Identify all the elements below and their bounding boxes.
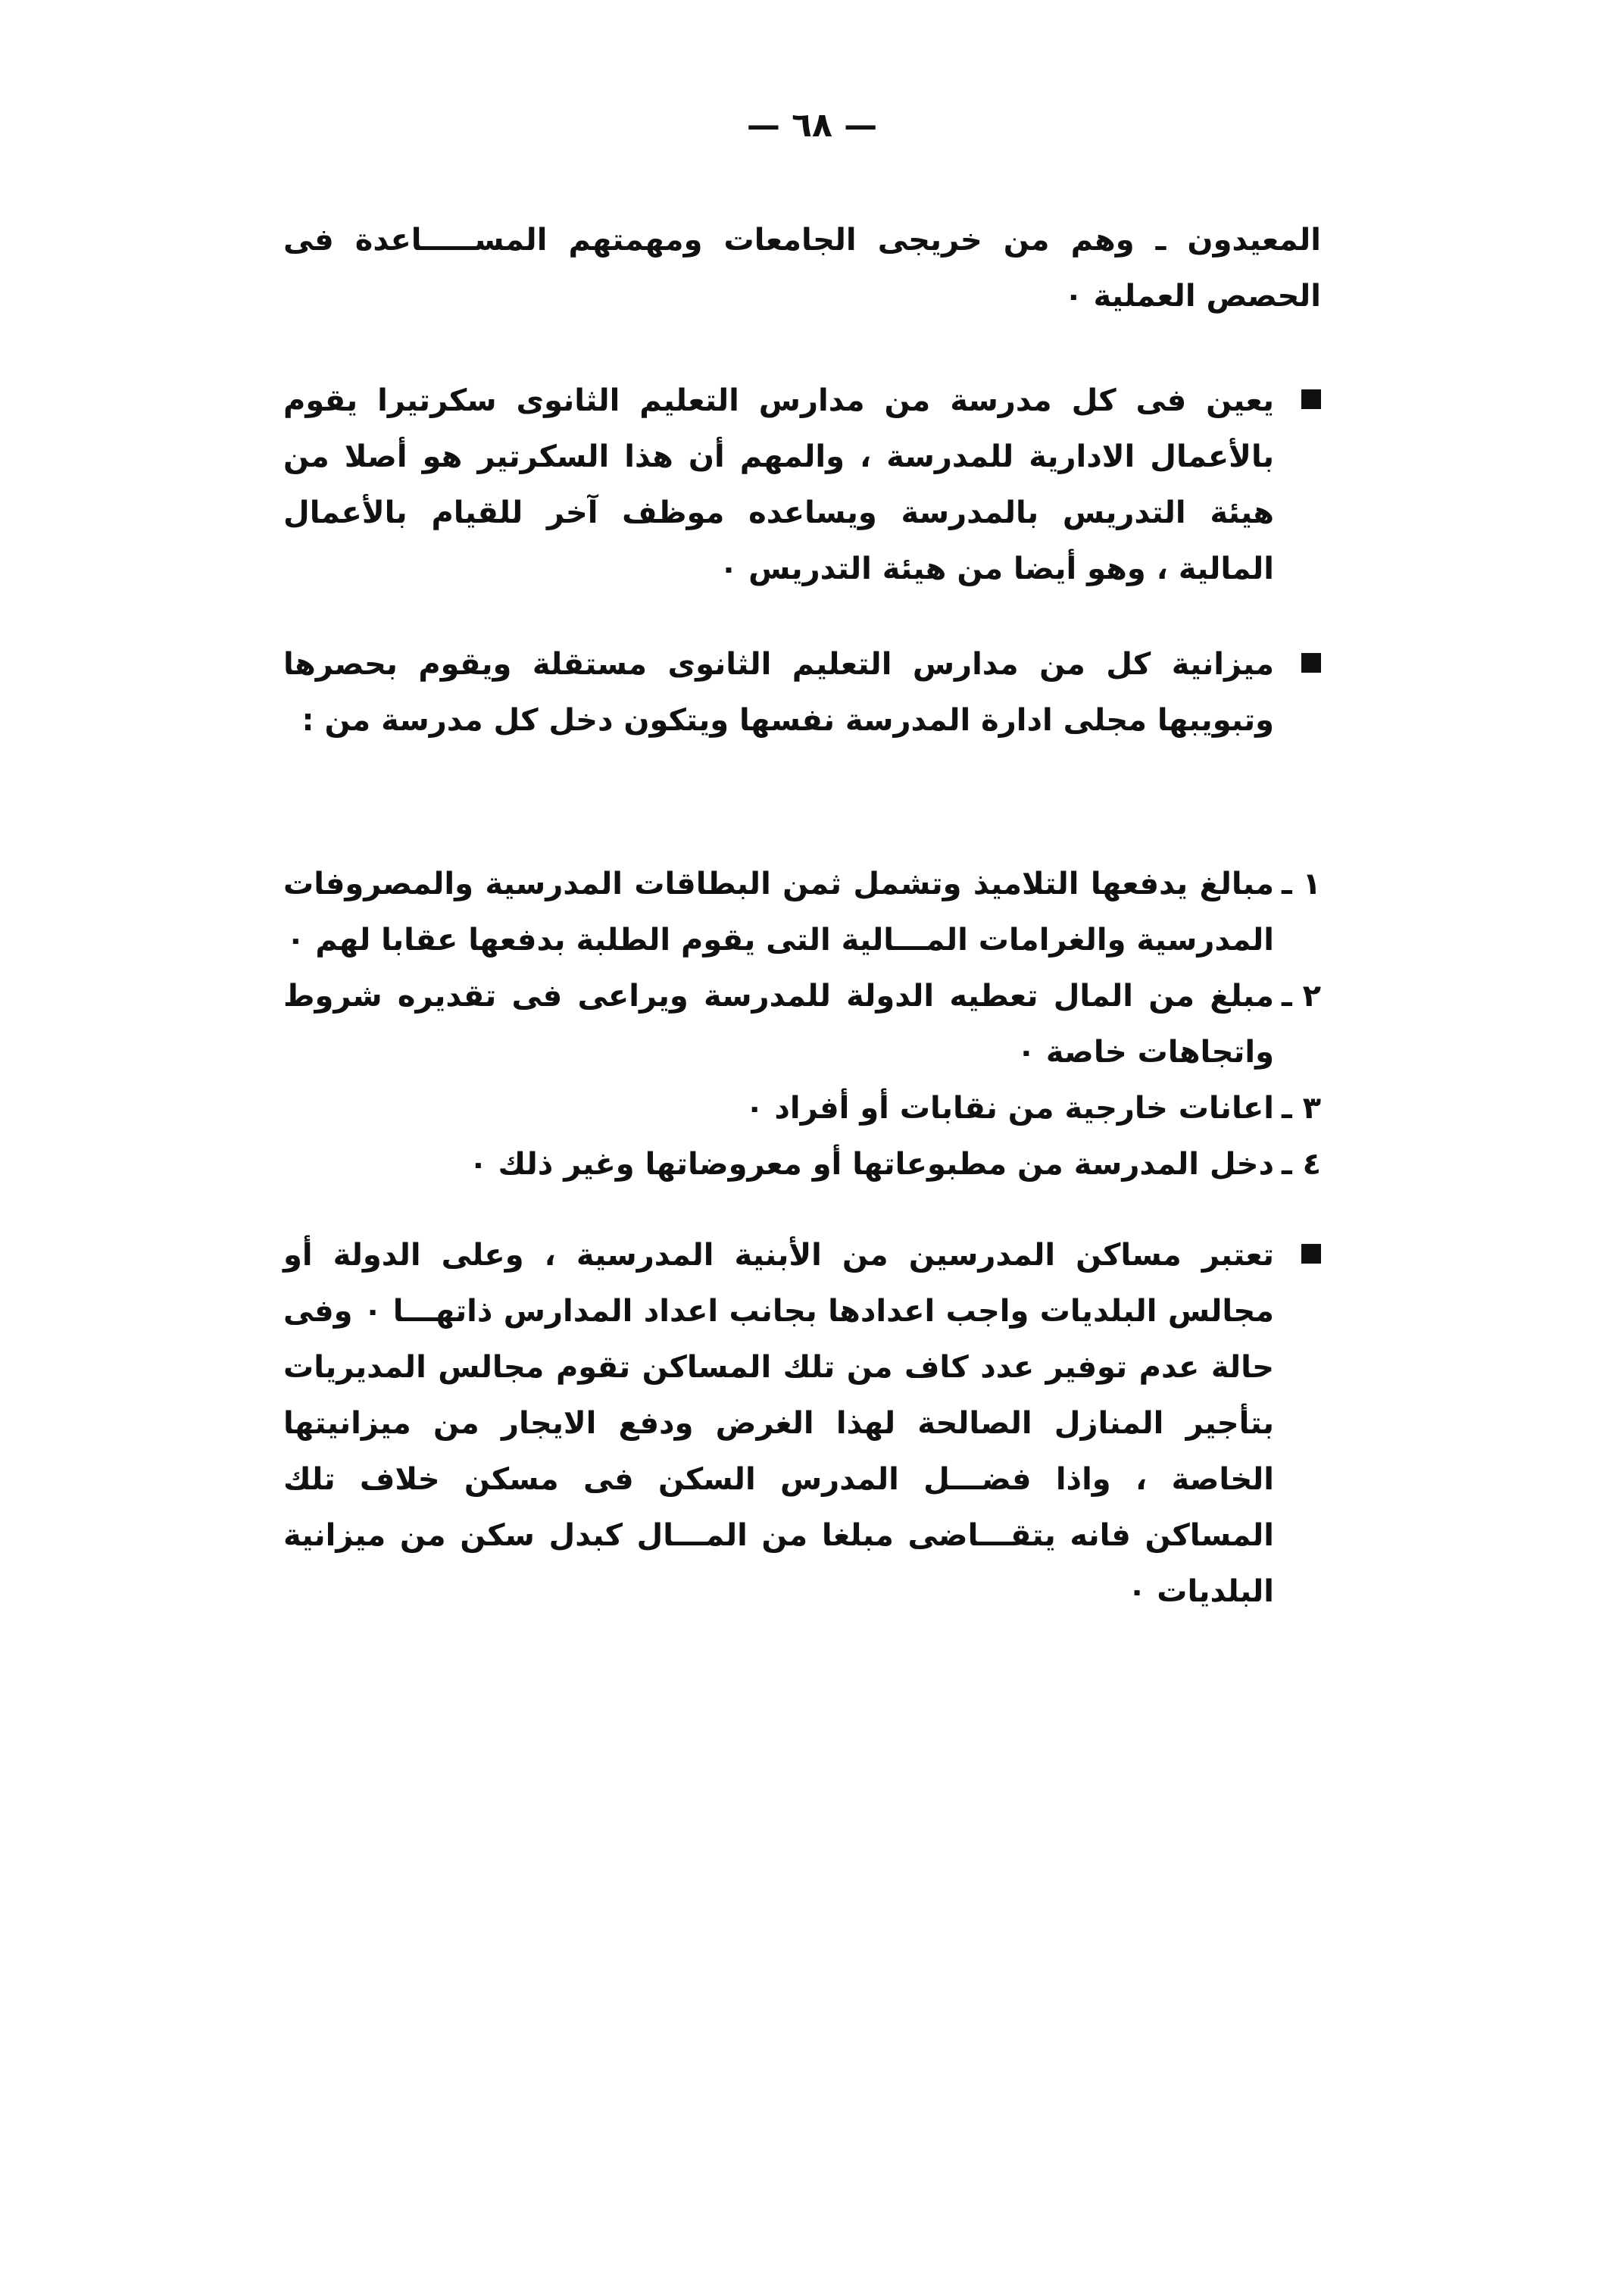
list-item-number: ١ ـ: [1281, 867, 1321, 901]
list-item: [283, 856, 1321, 968]
section-body: فى كل مدرسة من مدارس التعليم الثانوى سكرتيرا يقوم بالأعمال الادارية للمدرسة ، والمهم أن هذا السكرتير هو أصلا من هيئة التدريس بالمدرسة ويساعده موظف آخر للقيام بالأعمال المالية ، وهو أيضا من هيئة التدريس ٠: [283, 383, 1274, 586]
list-item: [283, 1080, 1321, 1136]
section-body: مساكن المدرسين من الأبنية المدرسية ، وعلى الدولة أو مجالس البلديات واجب اعدادها بجانب اعداد المدارس ذاتهـــا ٠ وفى حالة عدم توفير عدد كاف من تلك المساكن تقوم مجالس المديريات بتأجير المنازل الصالحة لهذا الغرض ودفع الايجار من ميزانيتها الخاصة ، واذا فضـــل المدرس السكن فى مسكن خلاف تلك المساكن فانه يتقـــاضى مبلغا من المـــال كبدل سكن من ميزانية البلديات ٠: [283, 1238, 1274, 1609]
section-housing-text: [283, 1227, 1274, 1620]
section-housing: [283, 1227, 1321, 1620]
list-item: [283, 1136, 1321, 1192]
square-bullet-icon: [1301, 389, 1321, 409]
section-budget: [283, 636, 1321, 748]
list-item: [283, 968, 1321, 1080]
list-item-text: دخل المدرسة من مطبوعاتها أو معروضاتها وغير ذلك ٠: [469, 1147, 1274, 1182]
section-lead-word: تعتبر: [1201, 1238, 1274, 1273]
list-item-number: ٤ ـ: [1281, 1147, 1321, 1182]
intro-paragraph: المعيدون ـ وهم من خريجى الجامعات ومهمتهم المســـــاعدة فى الحصص العملية ٠: [283, 223, 1321, 314]
list-item-text: اعانات خارجية من نقابات أو أفراد ٠: [745, 1091, 1274, 1126]
list-item-text: مبلغ من المال تعطيه الدولة للمدرسة ويراعى فى تقديره شروط واتجاهات خاصة ٠: [283, 979, 1274, 1070]
list-item-number: ٣ ـ: [1281, 1091, 1321, 1126]
page-number: — ٦٨ —: [746, 106, 878, 145]
list-item-number: ٢ ـ: [1281, 979, 1321, 1014]
section-secretary-text: [283, 373, 1274, 597]
square-bullet-icon: [1301, 653, 1321, 673]
section-budget-text: [283, 636, 1274, 748]
square-bullet-icon: [1301, 1244, 1321, 1264]
income-list: [283, 856, 1321, 1192]
section-lead-word: ميزانية: [1171, 647, 1274, 682]
list-item-text: مبالغ يدفعها التلاميذ وتشمل ثمن البطاقات المدرسية والمصروفات المدرسية والغرامات المـــالية التى يقوم الطلبة بدفعها عقابا لهم ٠: [283, 867, 1274, 958]
section-body: كل من مدارس التعليم الثانوى مستقلة ويقوم بحصرها وتبويبها مجلى ادارة المدرسة نفسها ويتكون دخل كل مدرسة من :: [283, 647, 1274, 738]
section-secretary: [283, 373, 1321, 597]
section-lead-word: يعين: [1206, 383, 1274, 418]
